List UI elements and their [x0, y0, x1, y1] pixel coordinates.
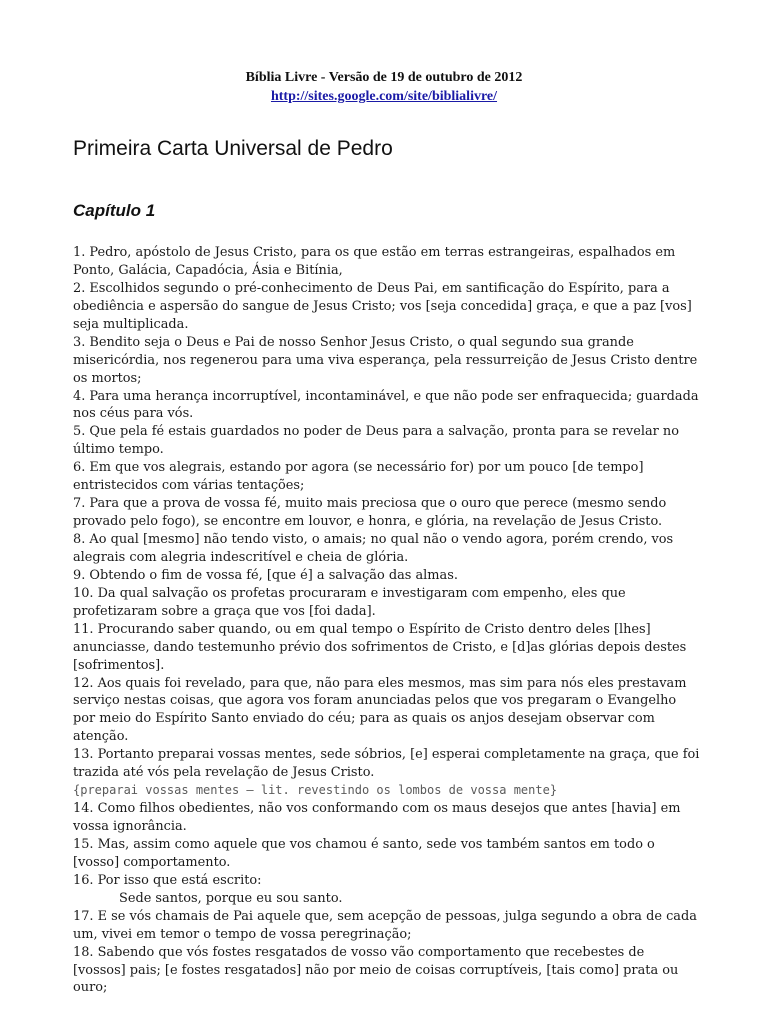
chapter-title: Capítulo 1 [73, 201, 156, 220]
verse-7: 7. Para que a prova de vossa fé, muito mais preciosa que o ouro que perece (mesmo sendo provado pelo fogo), se encontre em louvor, e honra, e glória, na revelação de Jesus Cristo. [73, 496, 667, 530]
verse-15: 15. Mas, assim como aquele que vos chamou é santo, sede vos também santos em todo o [vosso] comportamento. [73, 836, 655, 870]
verse-12: 12. Aos quais foi revelado, para que, não para eles mesmos, mas sim para nós eles prestavam serviço nestas coisas, que agora vos foram anunciadas pelos que vos pregaram o Evangelho por meio do Espírito Santo enviado do céu; para as quais os anjos desejam observar com atenção. [73, 675, 687, 745]
verse-8: 8. Ao qual [mesmo] não tendo visto, o amais; no qual não o vendo agora, porém crendo, vos alegrais com alegria indescritível e cheia de glória. [73, 532, 674, 565]
book-title: Primeira Carta Universal de Pedro [73, 137, 393, 160]
verse-2: 2. Escolhidos segundo o pré-conhecimento de Deus Pai, em santificação do Espírito, para a obediência e aspersão do sangue de Jesus Cristo; vos [seja concedida] graça, e que a paz [vos] seja multiplicada. [73, 280, 692, 332]
verse-13-note: {preparai vossas mentes – lit. revestindo os lombos de vossa mente} [73, 783, 558, 798]
verse-11: 11. Procurando saber quando, ou em qual tempo o Espírito de Cristo dentro deles [lhes] anunciasse, dando testemunho prévio dos sofrimentos de Cristo, e [d]as glórias depois destes [sofrimentos]. [73, 621, 687, 673]
verse-6: 6. Em que vos alegrais, estando por agora (se necessário for) por um pouco [de tempo] entristecidos com várias tentações; [73, 460, 644, 494]
verse-list [73, 244, 701, 997]
verse-9: 9. Obtendo o fim de vossa fé, [que é] a salvação das almas. [73, 567, 458, 583]
verse-1: 1. Pedro, apóstolo de Jesus Cristo, para os que estão em terras estrangeiras, espalhados em Ponto, Galácia, Capadócia, Ásia e Bitínia, [73, 245, 676, 278]
source-link[interactable]: http://sites.google.com/site/biblialivre/ [270, 89, 498, 104]
verse-10: 10. Da qual salvação os profetas procuraram e investigaram com empenho, eles que profetizaram sobre a graça que vos [foi dada]. [73, 585, 626, 619]
verse-16-quote: Sede santos, porque eu sou santo. [119, 890, 343, 906]
verse-17: 17. E se vós chamais de Pai aquele que, sem acepção de pessoas, julga segundo a obra de cada um, vivei em temor o tempo de vossa peregrinação; [73, 908, 697, 942]
verse-18: 18. Sabendo que vós fostes resgatados de vosso vão comportamento que recebestes de [vossos] pais; [e fostes resgatados] não por meio de coisas corruptíveis, [tais como] prata ou ouro; [73, 944, 679, 996]
verse-5: 5. Que pela fé estais guardados no poder de Deus para a salvação, pronta para se revelar no último tempo. [73, 424, 679, 458]
verse-3: 3. Bendito seja o Deus e Pai de nosso Senhor Jesus Cristo, o qual segundo sua grande misericórdia, nos regenerou para uma viva esperança, pela ressurreição de Jesus Cristo dentre os mortos; [73, 334, 698, 386]
verse-4: 4. Para uma herança incorruptível, incontaminável, e que não pode ser enfraquecida; guardada nos céus para vós. [73, 388, 699, 422]
verse-14: 14. Como filhos obedientes, não vos conformando com os maus desejos que antes [havia] em vossa ignorância. [73, 801, 681, 834]
verse-13: 13. Portanto preparai vossas mentes, sede sóbrios, [e] esperai completamente na graça, que foi trazida até vós pela revelação de Jesus Cristo. [73, 747, 700, 781]
bible-version-header: Bíblia Livre - Versão de 19 de outubro de 2012 [245, 70, 523, 85]
verse-16: 16. Por isso que está escrito: [73, 872, 262, 888]
